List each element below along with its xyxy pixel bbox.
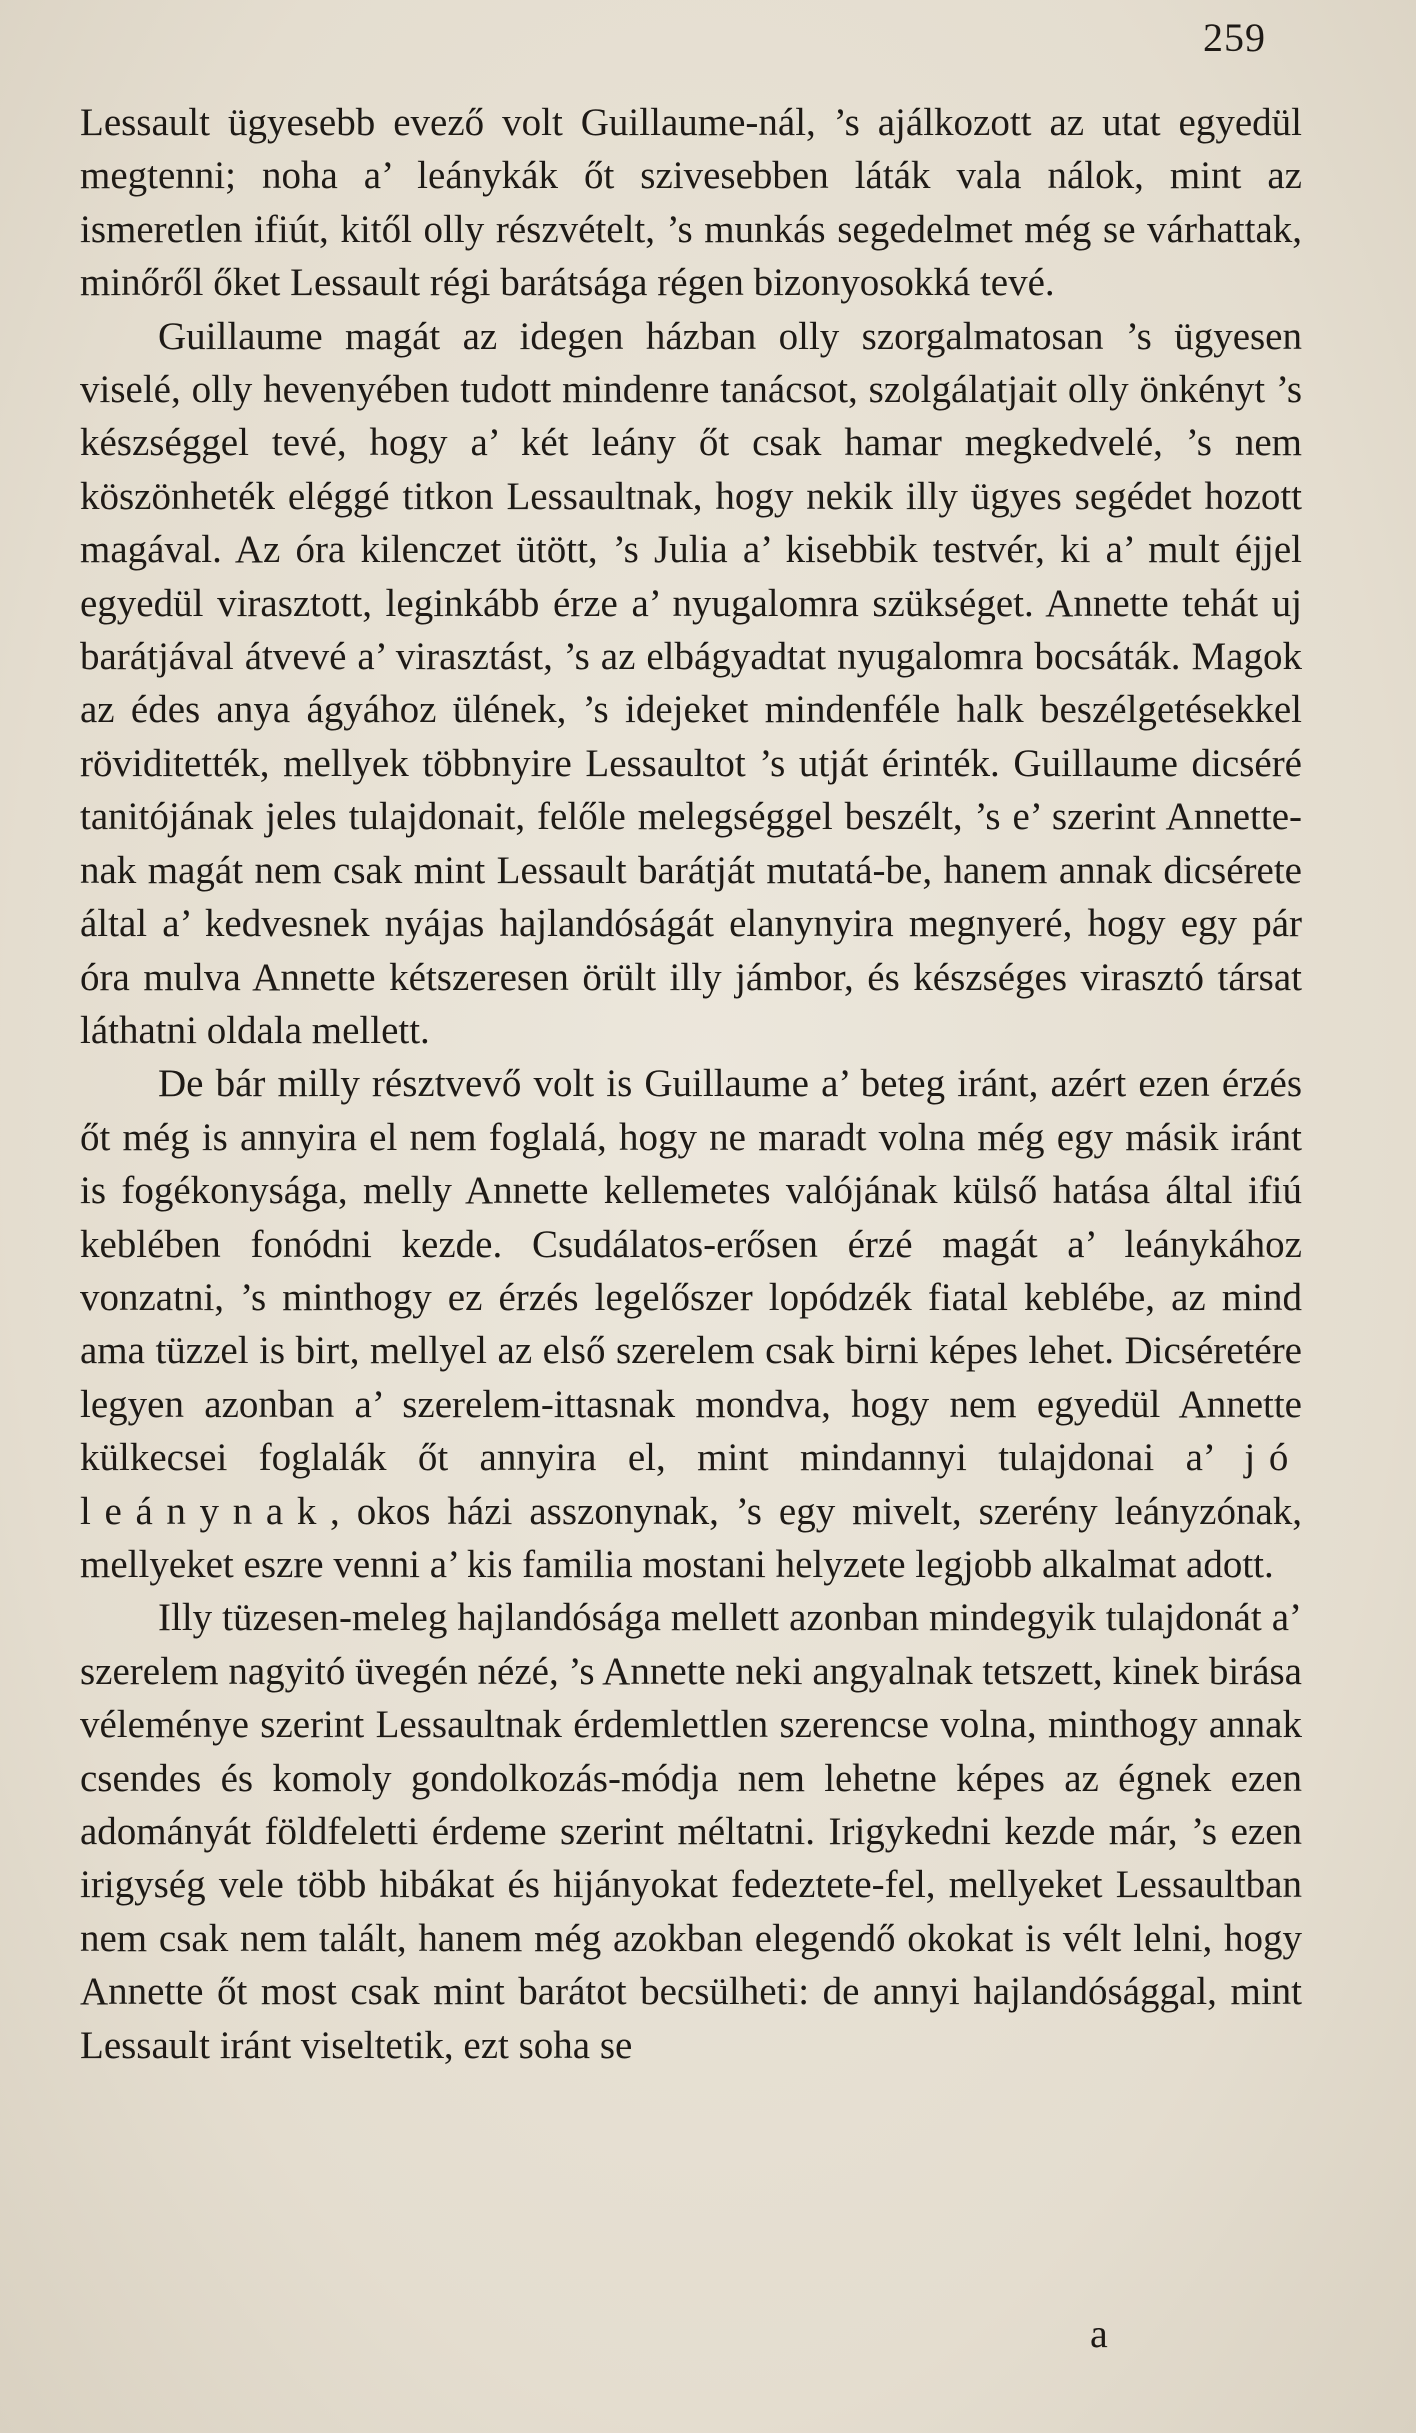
paragraph-4: Illy tüzesen-meleg hajlandósága mellett azonban mindegyik tulajdonát a’ szerelem nagyitó üvegén nézé, ’s Annette neki angyalnak tetszett, kinek birása véleménye szerint Lessaultnak érdemlettlen szerencse volna, minthogy annak csendes és komoly gondolkozás-módja nem lehetne képes az égnek ezen adományát földfeletti érdeme szerint méltatni. Irigykedni kezde már, ’s ezen irigység vele több hibákat és hijányokat fedeztete-fel, mellyeket Lessaultban nem csak nem talált, hanem még azokban elegendő okokat is vélt lelni, hogy Annette őt most csak mint barátot becsülheti: de annyi hajlandósággal, mint Lessault iránt viseltetik, ezt soha se bbox=[80, 1596, 1302, 2067]
paragraph-2: Guillaume magát az idegen házban olly szorgalmatosan ’s ügyesen viselé, olly hevenyében tudott mindenre tanácsot, szolgálatjait olly önkényt ’s készséggel tevé, hogy a’ két leány őt csak hamar megkedvelé, ’s nem köszönheték eléggé titkon Lessaultnak, hogy nekik illy ügyes segédet hozott magával. Az óra kilenczet ütött, ’s Julia a’ kisebbik testvér, ki a’ mult éjjel egyedül virasztott, leginkább érze a’ nyugalomra szükséget. Annette tehát uj barátjával átvevé a’ virasztást, ’s az elbágyadtat nyugalomra bocsáták. Magok az édes anya ágyához ülének, ’s idejeket mindenféle halk beszélgetésekkel röviditették, mellyek többnyire Lessaultot ’s utját érinték. Guillaume dicséré tanitójának jeles tulajdonait, felőle melegséggel beszélt, ’s e’ szerint Annette-nak magát nem csak mint Lessault barátját mutatá-be, hanem annak dicsérete által a’ kedvesnek nyájas hajlandóságát elanynyira megnyeré, hogy egy pár óra mulva Annette kétszeresen örült illy jámbor, és készséges virasztó társat láthatni oldala mellett. bbox=[80, 314, 1302, 1052]
catchword: a bbox=[1090, 2311, 1108, 2356]
paragraph-3-text-before: De bár milly résztvevő volt is Guillaume a’ beteg iránt, azért ezen érzés őt még is annyira el nem foglalá, hogy ne maradt volna még egy másik iránt is fogékonysága, melly Annette kellemetes valójának külső hatása által ifiú keblében fonódni kezde. Csudálatos-erősen érzé magát a’ leánykához vonzatni, ’s minthogy ez érzés legelőszer lopódzék fiatal keblébe, az mind ama tüzzel is birt, mellyel az első szerelem csak birni képes lehet. Dicséretére legyen azonban a’ szerelem-ittasnak mondva, hogy nem egyedül Annette külkecsei foglalák őt annyira el, mint mindannyi tulajdonai a’ bbox=[80, 1062, 1302, 1480]
paragraph-3 bbox=[80, 1057, 1302, 1591]
paragraph-3-text-after: , okos házi asszonynak, ’s egy mivelt, szerény leányzónak, mellyeket eszre venni a’ kis familia mostani helyzete legjobb alkalmat adott. bbox=[80, 1489, 1302, 1586]
paragraph-1: Lessault ügyesebb evező volt Guillaume-nál, ’s ajálkozott az utat egyedül megtenni; noha a’ leánykák őt szivesebben láták vala nálok, mint az ismeretlen ifiút, kitől olly részvételt, ’s munkás segedelmet még se várhattak, minőről őket Lessault régi barátsága régen bizonyosokká tevé. bbox=[80, 101, 1302, 305]
body-text bbox=[80, 96, 1302, 2072]
page-number: 259 bbox=[1203, 15, 1266, 60]
spaced-emphasis: jó leánynak bbox=[80, 1436, 1303, 1533]
